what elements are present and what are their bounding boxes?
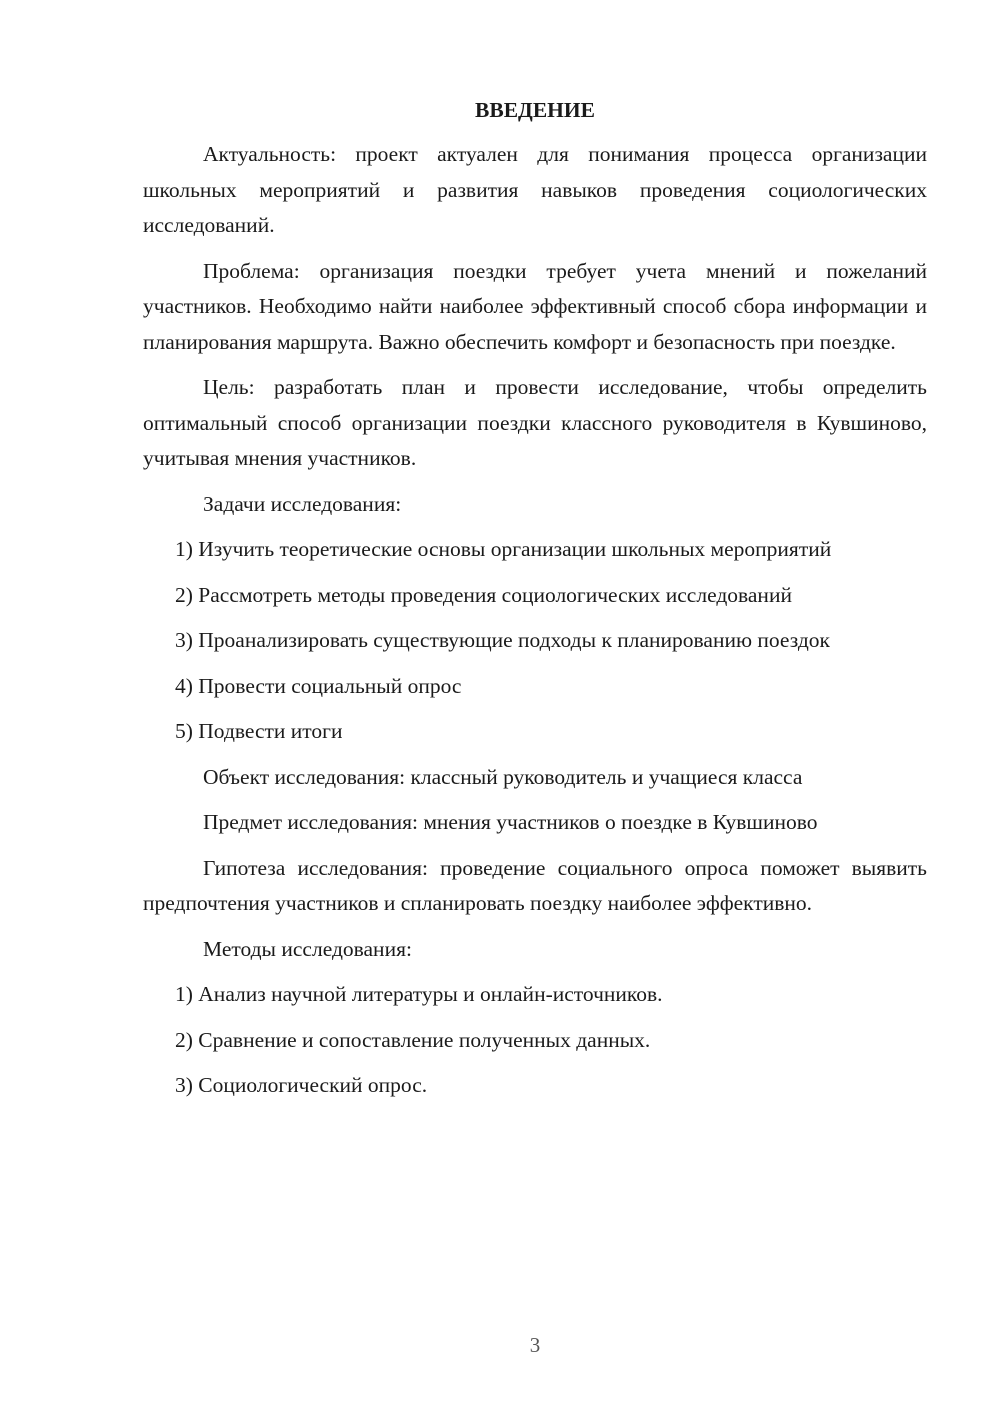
document-page: [143, 95, 927, 1114]
task-item-1: 1) Изучить теоретические основы организации школьных мероприятий: [175, 537, 832, 561]
task-item-3: 3) Проанализировать существующие подходы к планированию поездок: [175, 628, 830, 652]
paragraph-goal: Цель: разработать план и провести исследование, чтобы определить оптимальный способ организации поездки классного руководителя в Кувшиново, учитывая мнения участников.: [143, 375, 927, 470]
paragraph-relevance: Актуальность: проект актуален для понимания процесса организации школьных мероприятий и развития навыков проведения социологических исследований.: [143, 142, 927, 237]
paragraph-methods-heading: Методы исследования:: [203, 936, 412, 961]
task-item-4: 4) Провести социальный опрос: [175, 673, 462, 698]
method-item-2: 2) Сравнение и сопоставление полученных данных.: [175, 1027, 651, 1052]
section-title: ВВЕДЕНИЕ: [475, 98, 595, 122]
paragraph-subject: Предмет исследования: мнения участников о поездке в Кувшиново: [203, 810, 818, 834]
paragraph-hypothesis: Гипотеза исследования: проведение социального опроса поможет выявить предпочтения участников и спланировать поездку наиболее эффективно.: [143, 855, 927, 915]
method-item-1: 1) Анализ научной литературы и онлайн-источников.: [175, 982, 663, 1006]
method-item-3: 3) Социологический опрос.: [175, 1073, 428, 1097]
paragraph-object: Объект исследования: классный руководитель и учащиеся класса: [203, 764, 803, 789]
page-number: 3: [529, 1333, 541, 1357]
paragraph-tasks-heading: Задачи исследования:: [203, 491, 402, 516]
task-item-5: 5) Подвести итоги: [175, 719, 343, 743]
task-item-2: 2) Рассмотреть методы проведения социологических исследований: [175, 582, 792, 607]
paragraph-problem: Проблема: организация поездки требует учета мнений и пожеланий участников. Необходимо найти наиболее эффективный способ сбора информации и планирования маршрута. Важно обеспечить комфорт и безопасность при поездке.: [143, 258, 927, 354]
